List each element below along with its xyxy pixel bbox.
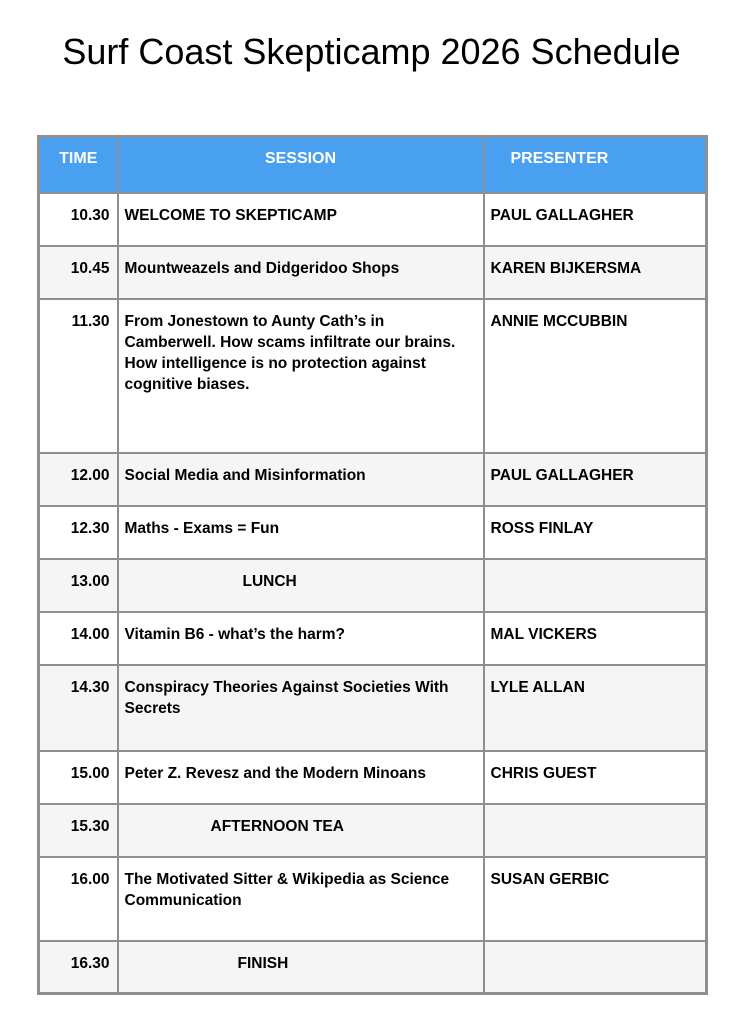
row-presenter: PAUL GALLAGHER — [484, 193, 707, 246]
row-session: WELCOME TO SKEPTICAMP — [118, 193, 484, 246]
row-time: 15.30 — [39, 804, 118, 857]
break-label: FINISH — [237, 954, 289, 972]
table-row — [39, 506, 707, 559]
row-time: 14.00 — [39, 612, 118, 665]
table-row — [39, 804, 707, 857]
table-row — [39, 193, 707, 246]
row-time: 16.00 — [39, 857, 118, 941]
row-session: Peter Z. Revesz and the Modern Minoans — [118, 751, 484, 804]
table-row — [39, 665, 707, 751]
header-time: TIME — [39, 137, 118, 193]
table-row — [39, 299, 707, 453]
row-presenter: SUSAN GERBIC — [484, 857, 707, 941]
row-session — [118, 804, 484, 857]
row-time: 12.30 — [39, 506, 118, 559]
row-session: Social Media and Misinformation — [118, 453, 484, 506]
row-presenter: ROSS FINLAY — [484, 506, 707, 559]
row-session: Conspiracy Theories Against Societies With Secrets — [118, 665, 484, 751]
row-time: 11.30 — [39, 299, 118, 453]
row-session — [118, 559, 484, 612]
row-presenter: MAL VICKERS — [484, 612, 707, 665]
table-row — [39, 941, 707, 994]
table-row — [39, 559, 707, 612]
table-row — [39, 751, 707, 804]
row-time: 10.30 — [39, 193, 118, 246]
break-label: LUNCH — [242, 572, 297, 590]
row-session: From Jonestown to Aunty Cath’s in Camberwell. How scams infiltrate our brains. How intelligence is no protection against cognitive biases. — [118, 299, 484, 453]
row-time: 13.00 — [39, 559, 118, 612]
row-time: 15.00 — [39, 751, 118, 804]
table-row — [39, 246, 707, 299]
row-time: 12.00 — [39, 453, 118, 506]
row-session — [118, 941, 484, 994]
row-session: The Motivated Sitter & Wikipedia as Science Communication — [118, 857, 484, 941]
row-presenter: KAREN BIJKERSMA — [484, 246, 707, 299]
row-presenter: PAUL GALLAGHER — [484, 453, 707, 506]
row-session: Vitamin B6 - what’s the harm? — [118, 612, 484, 665]
table-row — [39, 612, 707, 665]
row-time: 16.30 — [39, 941, 118, 994]
row-session: Maths - Exams = Fun — [118, 506, 484, 559]
header-session: SESSION — [118, 137, 484, 193]
row-presenter: ANNIE MCCUBBIN — [484, 299, 707, 453]
row-session: Mountweazels and Didgeridoo Shops — [118, 246, 484, 299]
row-time: 14.30 — [39, 665, 118, 751]
header-presenter: PRESENTER — [484, 137, 707, 193]
header-row — [39, 137, 707, 193]
page-title: Surf Coast Skepticamp 2026 Schedule — [62, 31, 681, 72]
row-time: 10.45 — [39, 246, 118, 299]
row-presenter — [484, 941, 707, 994]
break-label: AFTERNOON TEA — [210, 817, 344, 835]
row-presenter — [484, 559, 707, 612]
table-row — [39, 857, 707, 941]
table-row — [39, 453, 707, 506]
row-presenter: LYLE ALLAN — [484, 665, 707, 751]
schedule-table — [37, 135, 708, 995]
row-presenter — [484, 804, 707, 857]
row-presenter: CHRIS GUEST — [484, 751, 707, 804]
